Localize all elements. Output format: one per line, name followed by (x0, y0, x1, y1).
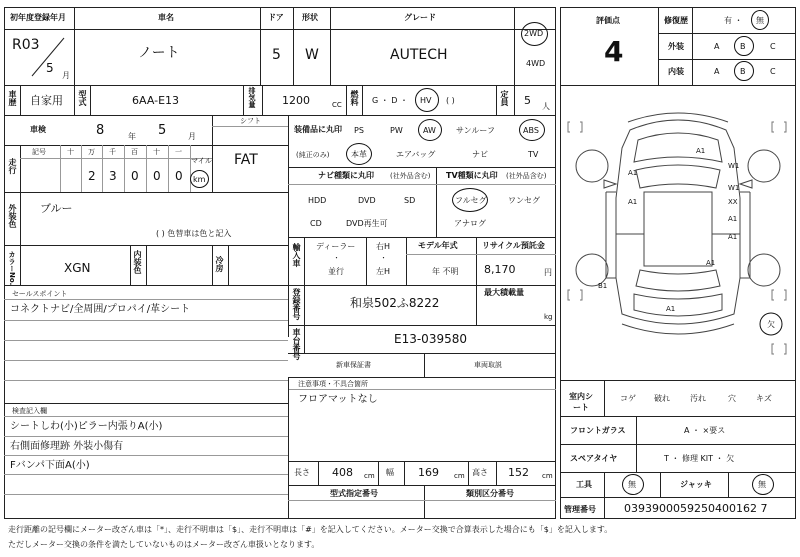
diagram-mark-3: A1 (628, 198, 638, 206)
diagram-missing: 欠 (767, 320, 775, 329)
mileage-label: 走行 (8, 158, 17, 174)
color-no-value: XGN (64, 261, 91, 275)
height-label: 高さ (472, 468, 488, 477)
nav-cd: CD (310, 219, 322, 228)
class-designation-label: 類別区分番号 (466, 489, 514, 498)
repair-none: 無 (756, 16, 764, 25)
diagram-mark-2: W1 (728, 162, 740, 170)
mileage-header-5: 十 (153, 148, 160, 156)
car-damage-diagram (562, 88, 794, 376)
fuel-options: G ・ D ・ (372, 96, 408, 105)
sales-points-label: セールスポイント (12, 290, 68, 298)
tv-oneseg: ワンセグ (508, 196, 540, 205)
interior-check-4: キズ (756, 394, 772, 403)
windshield-label: フロントガラス (570, 426, 626, 435)
tools-label: 工具 (576, 480, 592, 489)
import-dealer: ディーラー (316, 242, 356, 251)
model-name: ノート (138, 45, 180, 61)
import-right-h: 右H (376, 242, 391, 251)
first-reg-era: R03 (12, 37, 40, 53)
nav-hdd: HDD (308, 196, 327, 205)
type-designation-label: 型式指定番号 (330, 489, 378, 498)
tv-type-label: TV種類に丸印 (446, 171, 498, 180)
drive-4wd: 4WD (526, 59, 546, 68)
import-parallel: 並行 (328, 267, 344, 276)
ac-label: 冷房 (215, 256, 224, 272)
equipment-label: 装備品に丸印 (294, 125, 342, 134)
width-value: 169 (418, 466, 439, 479)
inspection-year: 8 (96, 123, 105, 138)
diagram-mark-9: A1 (706, 259, 716, 267)
mileage-header-4: 百 (131, 148, 138, 156)
diagram-mark-0: A1 (696, 147, 706, 155)
usage: 自家用 (30, 94, 63, 107)
chassis-label: 車台番号 (292, 328, 301, 360)
width-label: 幅 (386, 468, 394, 477)
mileage-digit-3: 0 (153, 169, 161, 183)
mileage-header-1: 十 (67, 148, 74, 156)
shift-label: シフト (240, 117, 261, 125)
diagram-mark-1: A1 (628, 169, 638, 177)
shift: FAT (234, 152, 258, 168)
length-value: 408 (332, 466, 353, 479)
notes-value: フロアマットなし (298, 394, 378, 405)
recycle-label: リサイクル預託金 (482, 241, 545, 250)
import-dot-2: ・ (380, 254, 387, 262)
footer-line-1: 走行距離の記号欄にメーター改ざん車は「*」、走行不明車は「$」、走行不明車は「#」を記入してください。メーター交換で合算表示した場合にも「$」を記入します。 (8, 525, 613, 534)
recycle-value: 8,170 (484, 263, 516, 276)
interior-check-2: 汚れ (690, 394, 706, 403)
tools-value: 無 (628, 480, 636, 489)
import-left-h: 左H (376, 267, 391, 276)
warranty-new-car: 新車保証書 (336, 361, 371, 369)
inspector-line-0: シートしわ(小)ピラー内張りA(小) (10, 421, 163, 432)
height-value: 152 (508, 466, 529, 479)
diagram-mark-10: A1 (666, 305, 676, 313)
model-name-label: 車名 (158, 13, 174, 22)
first-reg-month-unit: 月 (62, 71, 70, 80)
max-load-label: 最大積載量 (484, 288, 524, 297)
repair-label: 修復歴 (664, 16, 688, 25)
windshield-value: A ・ ×要ス (684, 426, 726, 435)
fuel-hv: HV (420, 96, 432, 105)
usage-label: 車歴 (8, 90, 17, 106)
fuel-paren: ( ) (446, 96, 455, 105)
jack-value: 無 (758, 480, 766, 489)
color-value: ブルー (40, 202, 73, 215)
interior-b: B (740, 67, 746, 76)
jack-label: ジャッキ (680, 480, 712, 489)
model-type: 6AA-E13 (132, 94, 180, 107)
exterior-label: 外装 (668, 42, 684, 51)
equip-airbag: エアバッグ (396, 150, 436, 159)
mileage-digit-0: 2 (88, 169, 96, 183)
nav-dvd-play: DVD再生可 (346, 219, 388, 228)
nav-type-sub: (社外品含む) (390, 172, 431, 180)
mileage-digit-4: 0 (175, 169, 183, 183)
score-label: 評価点 (596, 16, 620, 25)
interior-c: C (770, 67, 776, 76)
interior-check-3: 穴 (728, 394, 736, 403)
grade-label: グレード (404, 13, 436, 22)
grade: AUTECH (390, 47, 448, 63)
interior-check-label: 室内シート (569, 392, 593, 412)
sales-points-value: コネクトナビ/全周囲/プロパイ/革シート (10, 304, 191, 315)
score-value: 4 (604, 35, 624, 68)
model-type-label: 型式 (78, 90, 87, 106)
equip-pw: PW (390, 126, 403, 135)
nav-type-label: ナビ種類に丸印 (318, 171, 374, 180)
color-no-label: カラーNo. (8, 251, 16, 286)
mgmt-value: 0393900059250400162 7 (624, 502, 768, 515)
exterior-b: B (740, 42, 746, 51)
tv-type-sub: (社外品含む) (506, 172, 547, 180)
diagram-mark-8: B1 (598, 282, 608, 290)
diagram-mark-7: A1 (728, 233, 738, 241)
nav-dvd: DVD (358, 196, 376, 205)
warranty-manual: 車両取説 (474, 361, 502, 369)
interior-check-1: 破れ (654, 394, 670, 403)
interior-a: A (714, 67, 720, 76)
exterior-a: A (714, 42, 720, 51)
mileage-header-6: 一 (175, 148, 182, 156)
tv-analog: アナログ (454, 219, 486, 228)
door-label: ドア (268, 13, 284, 22)
width-cm: cm (454, 472, 465, 480)
equip-tv: TV (528, 150, 539, 159)
max-load-kg: kg (544, 313, 553, 321)
inspector-line-1: 右側面修理跡 外装小傷有 (10, 441, 124, 452)
diagram-mark-4: W1 (728, 184, 740, 192)
interior-check-0: コゲ (620, 394, 636, 403)
diagram-mark-6: A1 (728, 215, 738, 223)
height-cm: cm (542, 472, 553, 480)
mileage-km: km (193, 175, 206, 184)
model-year: 年 不明 (432, 267, 459, 276)
exterior-c: C (770, 42, 776, 51)
inspection-month-unit: 月 (188, 132, 196, 141)
inspection-label: 車検 (30, 125, 46, 134)
mileage-header-3: 千 (109, 148, 116, 156)
mileage-header-0: 記号 (32, 148, 46, 156)
equip-aw: AW (423, 126, 436, 135)
capacity-label: 定員 (500, 90, 509, 106)
person-unit: 人 (542, 102, 550, 111)
mileage-header-7: マイル (191, 157, 212, 165)
first-reg-label: 初年度登録年月 (10, 13, 66, 22)
shape: W (305, 47, 319, 63)
notes-label: 注意事項・不具合箇所 (298, 380, 368, 388)
inspection-month: 5 (158, 123, 167, 138)
equip-nav: ナビ (472, 150, 488, 159)
nav-sd: SD (404, 196, 416, 205)
import-label: 輸入車 (292, 243, 301, 267)
equip-ps: PS (354, 126, 364, 135)
length-cm: cm (364, 472, 375, 480)
capacity: 5 (524, 94, 531, 107)
reg-value: 和泉502ふ8222 (350, 296, 440, 310)
inspector-line-2: Fバンパ下面A(小) (10, 460, 90, 471)
drive-2wd: 2WD (524, 29, 544, 38)
spare-label: スペアタイヤ (570, 454, 618, 463)
footer-line-2: ただしメーター交換の条件を満たしていないものはメーター改ざん車扱いとなります。 (8, 540, 320, 549)
recycle-yen: 円 (544, 268, 552, 277)
inspector-label: 検査記入欄 (12, 407, 47, 415)
cc-unit: CC (332, 101, 342, 109)
spare-options: T ・ 修理 KIT ・ 欠 (664, 454, 735, 463)
reg-label: 登録番号 (292, 288, 301, 320)
equip-abs: ABS (523, 126, 539, 135)
shape-label: 形状 (302, 13, 318, 22)
color-label: 外装色 (8, 204, 17, 228)
mileage-header-2: 万 (88, 148, 95, 156)
import-dot-1: ・ (333, 254, 340, 262)
interior-label: 内装 (668, 67, 684, 76)
inspection-year-unit: 年 (128, 132, 136, 141)
fuel-label: 燃料 (350, 90, 359, 106)
equip-sunroof: サンルーフ (456, 126, 495, 135)
first-reg-month: 5 (46, 61, 54, 75)
color-note: ( ) 色替車は色と記入 (156, 229, 232, 238)
interior-color-label: 内装色 (133, 250, 142, 274)
displacement-label: 排気量 (248, 87, 256, 108)
tv-fullseg: フルセグ (455, 196, 487, 205)
displacement: 1200 (282, 94, 310, 107)
mileage-digit-1: 3 (109, 169, 117, 183)
doors: 5 (272, 47, 281, 63)
mgmt-label: 管理番号 (564, 505, 596, 514)
equip-leather: 本革 (351, 150, 367, 159)
mileage-digit-2: 0 (131, 169, 139, 183)
chassis-value: E13-039580 (394, 332, 467, 346)
diagram-mark-5: XX (728, 198, 738, 206)
model-year-label: モデル年式 (418, 241, 458, 250)
equipment-sublabel: (純正のみ) (296, 151, 330, 159)
repair-options: 有 ・ (724, 16, 743, 25)
length-label: 長さ (294, 468, 310, 477)
